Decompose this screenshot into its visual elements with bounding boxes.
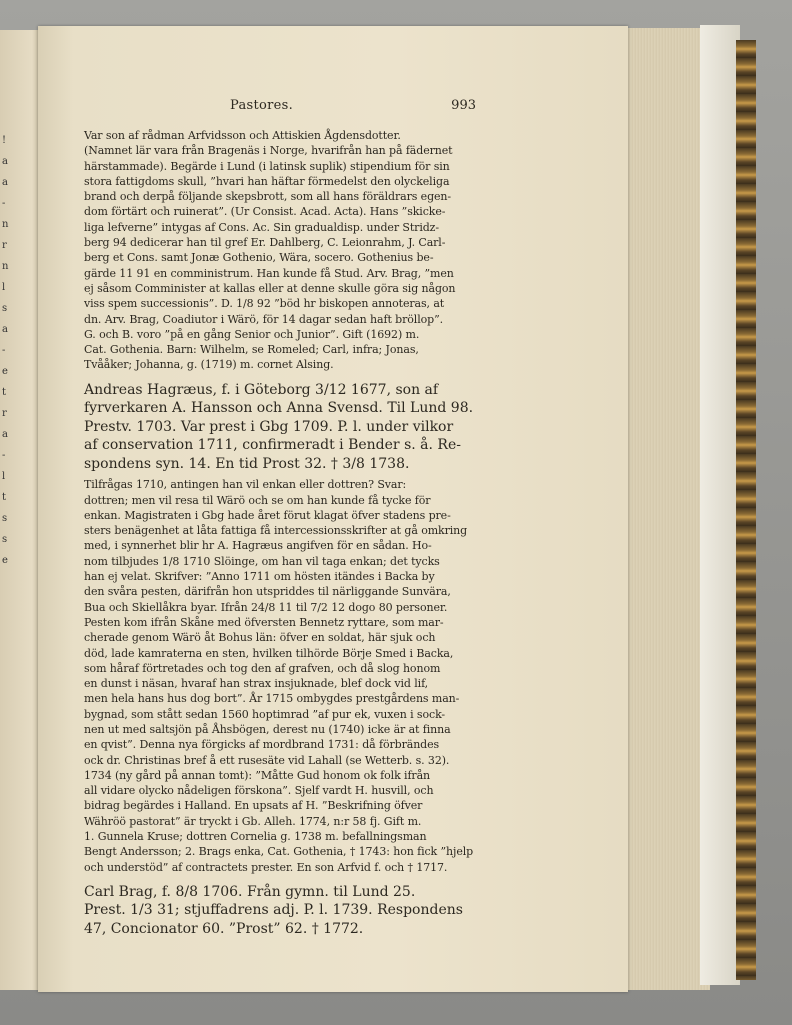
margin-letter: n (2, 261, 9, 272)
text-line: en qvist”. Denna nya förgicks af mordbrand 1731: då förbrändes (84, 738, 440, 752)
text-line: ej såsom Comminister at kallas eller at denne skulle göra sig någon (84, 281, 456, 295)
text-line: sters benägenhet at låta fattiga få intercessionsskrifter at gå omkring (84, 524, 468, 538)
margin-letter: e (2, 555, 8, 566)
margin-letter: r (2, 240, 7, 251)
margin-letter: a (2, 177, 8, 188)
entry-line: 47, Concionator 60. ”Prost” 62. † 1772. (84, 920, 364, 937)
margin-letter: - (2, 198, 6, 209)
entry-line: spondens syn. 14. En tid Prost 32. † 3/8 1738. (84, 455, 410, 472)
text-line: nen ut med saltsjön på Åhsbögen, derest nu (1740) icke är at finna (84, 723, 451, 736)
entry-line: Prest. 1/3 31; stjuffadrens adj. P. l. 1739. Respondens (84, 902, 463, 919)
text-line: Währöö pastorat” är tryckt i Gb. Alleh. 1774, n:r 58 fj. Gift m. (84, 814, 422, 828)
page-text-block (84, 94, 476, 942)
text-line: Bengt Andersson; 2. Brags enka, Cat. Gothenia, † 1743: hon fick ”hjelp (84, 845, 474, 859)
text-line: Cat. Gothenia. Barn: Wilhelm, se Romeled; Carl, infra; Jonas, (84, 343, 419, 357)
text-line: Var son af rådman Arfvidsson och Attiskien Ågdensdotter. (84, 129, 401, 142)
text-line: bidrag begärdes i Halland. En upsats af H. ”Beskrifning öfver (84, 799, 423, 813)
text-line: Tvååker; Johanna, g. (1719) m. cornet Alsing. (84, 358, 334, 372)
text-line: liga lefverne” intygas af Cons. Ac. Sin gradualdisp. under Stridz- (84, 220, 439, 234)
paragraph-brag-notes (84, 128, 476, 373)
text-line: Bua och Skiellåkra byar. Ifrån 24/8 11 til 7/2 12 dogo 80 personer. (84, 600, 448, 614)
entry-line: af conservation 1711, confirmeradt i Bender s. å. Re- (84, 437, 461, 454)
text-line: berg et Cons. samt Jonæ Gothenio, Wära, socero. Gothenius be- (84, 251, 434, 265)
text-line: en dunst i näsan, hvaraf han strax insjuknade, blef dock vid lif, (84, 677, 429, 691)
margin-letter: l (2, 282, 6, 293)
margin-letter: - (2, 345, 6, 356)
text-line: cherade genom Wärö åt Bohus län: öfver en soldat, här sjuk och (84, 631, 436, 645)
margin-letter: t (2, 492, 7, 503)
book-cover-edge (700, 25, 740, 985)
text-line: brand och derpå följande skepsbrott, som all hans föräldrars egen- (84, 190, 452, 204)
text-line: viss spem successionis”. D. 1/8 92 ”böd hr biskopen annoteras, at (84, 297, 445, 311)
entry-line: Prestv. 1703. Var prest i Gbg 1709. P. l. under vilkor (84, 418, 454, 435)
text-line: berg 94 dedicerar han til gref Er. Dahlberg, C. Leionrahm, J. Carl- (84, 236, 446, 250)
margin-letter: r (2, 408, 7, 419)
header-title: Pastores. (230, 98, 294, 113)
text-line: ock dr. Christinas bref å ett rusesäte vid Lahall (se Wetterb. s. 32). (84, 753, 450, 767)
entry-andreas-hagraeus (84, 381, 476, 474)
text-line: den svåra pesten, därifrån hon utspriddes til närliggande Sunvära, (84, 585, 451, 599)
text-line: död, lade kamraterna en sten, hvilken tilhörde Börje Smed i Backa, (84, 646, 454, 660)
margin-letter: n (2, 219, 9, 230)
entry-line: Andreas Hagræus, f. i Göteborg 3/12 1677, son af (84, 381, 439, 398)
entry-line: fyrverkaren A. Hansson och Anna Svensd. Til Lund 98. (84, 400, 474, 417)
margin-letter: a (2, 156, 8, 167)
text-line: nom tilbjudes 1/8 1710 Slöinge, om han vil taga enkan; det tycks (84, 554, 440, 568)
entry-line: Carl Brag, f. 8/8 1706. Från gymn. til Lund 25. (84, 883, 416, 900)
text-line: Tilfrågas 1710, antingen han vil enkan eller dottren? Svar: (84, 478, 407, 492)
facing-page-letters (2, 130, 14, 571)
margin-letter: a (2, 324, 8, 335)
facing-page-edge (0, 30, 40, 990)
margin-letter: a (2, 429, 8, 440)
text-line: dom förtärt och ruinerat”. (Ur Consist. Acad. Acta). Hans ”skicke- (84, 205, 446, 219)
margin-letter: s (2, 303, 8, 314)
margin-letter: s (2, 534, 8, 545)
text-line: 1734 (ny gård på annan tomt): ”Måtte Gud honom ok folk ifrån (84, 768, 431, 782)
text-line: (Namnet lär vara från Bragenäs i Norge, hvarifrån han på fädernet (84, 144, 453, 158)
text-line: all vidare olycko nådeligen förskona”. Sjelf vardt H. husvill, och (84, 784, 434, 798)
paragraph-hagraeus-notes (84, 477, 476, 875)
running-header (84, 94, 476, 116)
text-line: enkan. Magistraten i Gbg hade året förut klagat öfver stadens pre- (84, 508, 451, 522)
text-line: bygnad, som stått sedan 1560 hoptimrad ”af pur ek, vuxen i sock- (84, 707, 446, 721)
entry-carl-brag (84, 883, 476, 939)
margin-letter: e (2, 366, 8, 377)
text-line: dottren; men vil resa til Wärö och se om han kunde få tycke för (84, 493, 431, 507)
margin-letter: - (2, 450, 6, 461)
text-line: stora fattigdoms skull, ”hvari han häftar förmedelst den olyckeliga (84, 174, 450, 188)
book-spine (736, 40, 756, 980)
text-line: med, i synnerhet blir hr A. Hagræus angifven för en sådan. Ho- (84, 539, 432, 553)
text-line: härstammade). Begärde i Lund (i latinsk suplik) stipendium för sin (84, 159, 450, 173)
margin-letter: ! (2, 135, 7, 146)
text-line: som håraf förtretades och tog den af grafven, och då slog honom (84, 661, 441, 675)
text-line: Pesten kom ifrån Skåne med öfversten Bennetz ryttare, som mar- (84, 615, 444, 629)
margin-letter: s (2, 513, 8, 524)
page-number: 993 (451, 98, 476, 113)
text-line: han ej velat. Skrifver: ”Anno 1711 om hösten itändes i Backa by (84, 570, 435, 584)
text-line: G. och B. voro ”på en gång Senior och Junior”. Gift (1692) m. (84, 327, 420, 341)
text-line: gärde 11 91 en comministrum. Han kunde få Stud. Arv. Brag, ”men (84, 266, 454, 280)
text-line: men hela hans hus dog bort”. År 1715 ombygdes prestgårdens man- (84, 692, 460, 706)
text-line: dn. Arv. Brag, Coadiutor i Wärö, för 14 dagar sedan haft bröllop”. (84, 312, 444, 326)
text-line: och understöd” af contractets prester. En son Arfvid f. och † 1717. (84, 860, 448, 874)
margin-letter: t (2, 387, 7, 398)
text-line: 1. Gunnela Kruse; dottren Cornelia g. 1738 m. befallningsman (84, 830, 427, 844)
margin-letter: l (2, 471, 6, 482)
